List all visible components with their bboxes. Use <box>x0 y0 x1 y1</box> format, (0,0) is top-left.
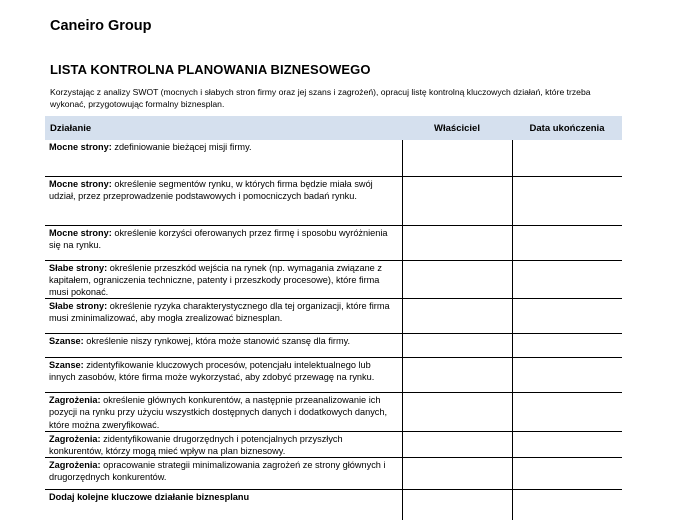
date-cell[interactable] <box>512 458 622 490</box>
row-category: Mocne strony: <box>49 178 112 189</box>
table-row <box>45 393 622 432</box>
date-cell[interactable] <box>512 393 622 432</box>
action-cell[interactable] <box>45 140 402 176</box>
row-category: Mocne strony: <box>49 227 112 238</box>
row-description: określenie niszy rynkowej, która może stanowić szansę dla firmy. <box>83 336 351 347</box>
owner-cell[interactable] <box>402 299 512 334</box>
table-row <box>45 299 622 334</box>
row-description: określenie ryzyka charakterystycznego dla tej organizacji, które firma musi zminimalizować, aby mogła zrealizować biznesplan. <box>49 301 390 324</box>
action-cell[interactable] <box>45 299 402 334</box>
date-cell[interactable] <box>512 431 622 457</box>
intro-text: Korzystając z analizy SWOT (mocnych i słabych stron firmy oraz jej szans i zagrożeń), opracuj listę kontrolną kluczowych działań, które trzeba wykonać, przygotowując formalny biznesplan. <box>50 87 591 109</box>
action-cell[interactable] <box>45 431 402 457</box>
owner-cell[interactable] <box>402 393 512 432</box>
add-action-cell[interactable]: Dodaj kolejne kluczowe działanie biznesplanu <box>49 492 250 503</box>
action-cell[interactable] <box>45 176 402 225</box>
row-description: zidentyfikowanie kluczowych procesów, potencjału intelektualnego lub innych zasobów, które firma może wykorzystać, aby zdobyć przewagę na rynku. <box>49 360 375 383</box>
row-description: opracowanie strategii minimalizowania zagrożeń ze strony głównych i drugorzędnych konkurentów. <box>49 460 386 483</box>
row-description: określenie segmentów rynku, w których firma będzie miała swój udział, przez przeprowadzenie podstawowych i pomocniczych badań rynku. <box>49 178 373 201</box>
date-cell[interactable] <box>512 299 622 334</box>
row-category: Szanse: <box>49 360 84 371</box>
table-row <box>45 334 622 358</box>
date-cell[interactable] <box>512 260 622 299</box>
column-header-action: Działanie <box>45 116 402 140</box>
action-cell[interactable] <box>45 358 402 393</box>
add-action-row <box>45 490 622 520</box>
row-description: zdefiniowanie bieżącej misji firmy. <box>111 142 252 152</box>
date-cell[interactable] <box>512 490 622 520</box>
column-header-owner: Właściciel <box>402 116 512 140</box>
date-cell[interactable] <box>512 176 622 225</box>
row-description: określenie przeszkód wejścia na rynek (np. wymagania związane z kapitałem, ograniczenia techniczne, patenty i przeszkody procesowe), które firma musi pokonać. <box>49 262 382 297</box>
owner-cell[interactable] <box>402 260 512 299</box>
owner-cell[interactable] <box>402 176 512 225</box>
owner-cell[interactable] <box>402 334 512 358</box>
table-row <box>45 260 622 299</box>
row-category: Zagrożenia: <box>49 395 101 406</box>
row-description: określenie korzyści oferowanych przez firmę i sposobu wyróżnienia się na rynku. <box>49 227 388 250</box>
row-category: Mocne strony: <box>49 142 112 152</box>
date-cell[interactable] <box>512 334 622 358</box>
date-cell[interactable] <box>512 140 622 176</box>
action-cell[interactable] <box>45 225 402 260</box>
table-row <box>45 431 622 457</box>
owner-cell[interactable] <box>402 431 512 457</box>
date-cell[interactable] <box>512 358 622 393</box>
owner-cell[interactable] <box>402 458 512 490</box>
row-category: Zagrożenia: <box>49 433 101 444</box>
row-category: Słabe strony: <box>49 262 108 273</box>
column-header-date: Data ukończenia <box>512 116 622 140</box>
row-category: Słabe strony: <box>49 301 108 312</box>
table-row <box>45 225 622 260</box>
company-name: Caneiro Group <box>50 18 152 34</box>
owner-cell[interactable] <box>402 140 512 176</box>
action-cell[interactable] <box>45 334 402 358</box>
action-cell[interactable] <box>45 393 402 432</box>
table-row <box>45 358 622 393</box>
document-title: LISTA KONTROLNA PLANOWANIA BIZNESOWEGO <box>50 62 371 77</box>
row-description: określenie głównych konkurentów, a następnie przeanalizowanie ich pozycji na rynku przy użyciu wszystkich dostępnych danych i dodatkowych danych, które można zweryfikować. <box>49 395 388 430</box>
date-cell[interactable] <box>512 225 622 260</box>
table-row <box>45 176 622 225</box>
owner-cell[interactable] <box>402 225 512 260</box>
action-cell[interactable] <box>45 260 402 299</box>
row-category: Szanse: <box>49 336 84 347</box>
table-row <box>45 140 622 176</box>
checklist-table <box>45 116 622 520</box>
owner-cell[interactable] <box>402 358 512 393</box>
owner-cell[interactable] <box>402 490 512 520</box>
action-cell[interactable] <box>45 458 402 490</box>
table-header-row <box>45 116 622 140</box>
row-category: Zagrożenia: <box>49 460 101 471</box>
table-row <box>45 458 622 490</box>
row-description: zidentyfikowanie drugorzędnych i potencjalnych przyszłych konkurentów, którzy mogą mieć wpływ na plan biznesowy. <box>49 433 343 456</box>
